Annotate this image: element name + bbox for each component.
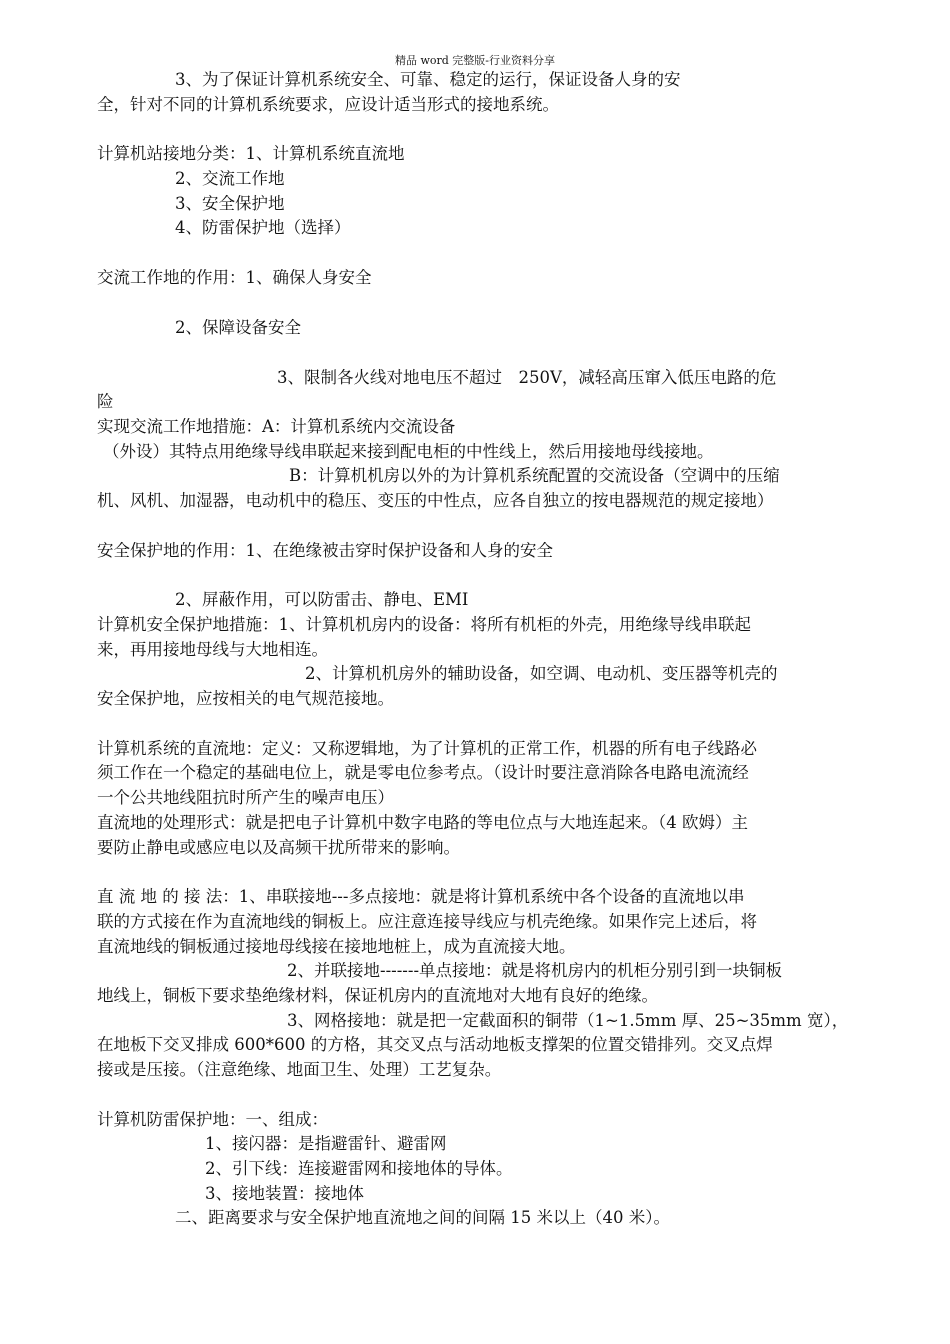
paragraph-line: 机、风机、加湿器，电动机中的稳压、变压的中性点，应各自独立的按电器规范的规定接地）: [97, 490, 774, 510]
list-item: 3、安全保护地: [175, 193, 285, 213]
list-item: 3、限制各火线对地电压不超过 250V，减轻高压窜入低压电路的危: [277, 367, 777, 387]
paragraph-line: 安全保护地，应按相关的电气规范接地。: [97, 689, 394, 709]
paragraph-line: 险: [97, 392, 114, 412]
paragraph-line: 须工作在一个稳定的基础电位上，就是零电位参考点。（设计时要注意消除各电路电流流经: [97, 763, 749, 783]
paragraph-line: 3、为了保证计算机系统安全、可靠、稳定的运行，保证设备人身的安: [175, 70, 681, 89]
list-item: 2、屏蔽作用，可以防雷击、静电、EMI: [175, 590, 469, 610]
list-item: 2、引下线：连接避雷网和接地体的导体。: [205, 1159, 513, 1179]
ac-ground-function-heading: 交流工作地的作用：1、确保人身安全: [97, 268, 372, 288]
paragraph-line: 来，再用接地母线与大地相连。: [97, 639, 328, 659]
dc-ground-definition: 计算机系统的直流地：定义：又称逻辑地，为了计算机的正常工作，机器的所有电子线路必: [97, 738, 757, 758]
safety-ground-function-heading: 安全保护地的作用：1、在绝缘被击穿时保护设备和人身的安全: [97, 540, 553, 560]
paragraph-line: 直流地线的铜板通过接地母线接在接地地桩上，成为直流接大地。: [97, 936, 576, 956]
list-item: 1、接闪器：是指避雷针、避雷网: [205, 1134, 447, 1154]
grounding-classification-heading: 计算机站接地分类：1、计算机系统直流地: [97, 144, 405, 164]
dc-ground-methods-label: 直 流 地 的 接 法：: [97, 887, 239, 907]
ac-ground-measures-heading: 实现交流工作地措施：A：计算机系统内交流设备: [97, 416, 456, 436]
document-body: [97, 68, 857, 1231]
list-item: 2、保障设备安全: [175, 317, 301, 337]
safety-ground-measures-heading: 计算机安全保护地措施：1、计算机机房内的设备：将所有机柜的外壳，用绝缘导线串联起: [97, 615, 751, 634]
list-item: 二、距离要求与安全保护地直流地之间的间隔 15 米以上（40 米）。: [175, 1208, 670, 1228]
list-item: 4、防雷保护地（选择）: [175, 218, 351, 238]
paragraph-line: 3、网格接地：就是把一定截面积的铜带（1~1.5mm 厚、25~35mm 宽），: [287, 1010, 849, 1030]
paragraph-line: 要防止静电或感应电以及高频干扰所带来的影响。: [97, 837, 460, 857]
lightning-ground-heading: 计算机防雷保护地：一、组成：: [97, 1109, 328, 1129]
paragraph-line: 联的方式接在作为直流地线的铜板上。应注意连接导线应与机壳绝缘。如果作完上述后，将: [97, 911, 757, 931]
paragraph-text: 1、串联接地---多点接地：就是将计算机系统中各个设备的直流地以串: [238, 887, 745, 907]
paragraph-line: 地线上，铜板下要求垫绝缘材料，保证机房内的直流地对大地有良好的绝缘。: [97, 985, 658, 1005]
paragraph-line: 2、并联接地-------单点接地：就是将机房内的机柜分别引到一块铜板: [287, 961, 783, 981]
dc-ground-methods-heading: [97, 885, 857, 910]
dc-ground-handling: 直流地的处理形式：就是把电子计算机中数字电路的等电位点与大地连起来。（4 欧姆）主: [97, 812, 748, 832]
paragraph-line: 在地板下交叉排成 600*600 的方格，其交叉点与活动地板支撑架的位置交错排列。交叉点焊: [97, 1035, 773, 1055]
paragraph-line: 接或是压接。（注意绝缘、地面卫生、处理）工艺复杂。: [97, 1060, 502, 1079]
paragraph-line: 2、计算机机房外的辅助设备，如空调、电动机、变压器等机壳的: [305, 664, 778, 684]
paragraph-line: 全，针对不同的计算机系统要求，应设计适当形式的接地系统。: [97, 94, 559, 114]
page-header: 精品 word 完整版-行业资料分享: [394, 54, 556, 67]
paragraph-line: （外设）其特点用绝缘导线串联起来接到配电柜的中性线上，然后用接地母线接地。: [103, 441, 714, 461]
paragraph-line: 一个公共地线阻抗时所产生的噪声电压）: [97, 788, 394, 808]
list-item: 3、接地装置：接地体: [205, 1183, 364, 1203]
list-item: 2、交流工作地: [175, 169, 285, 189]
paragraph-line: B：计算机机房以外的为计算机系统配置的交流设备（空调中的压缩: [289, 466, 780, 486]
